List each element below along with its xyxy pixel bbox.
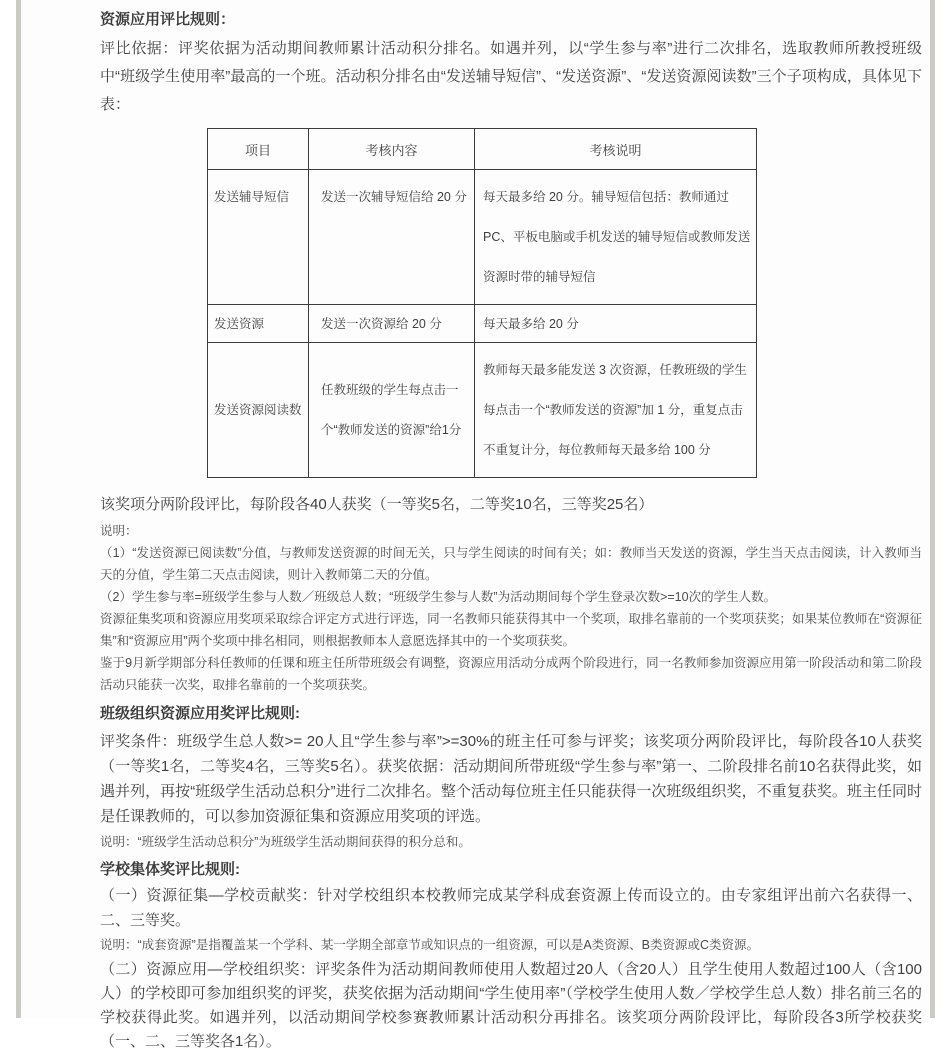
note-complete-resource-set: 说明：“成套资源”是指覆盖某一个学科、某一学期全部章节或知识点的一组资源，可以是A类资源、B类资源或C类资源。 — [100, 938, 760, 952]
paragraph-school-organization-award: （二）资源应用—学校组织奖：评奖条件为活动期间教师使用人数超过20人（含20人）且学生使用人数超过100人（含100人）的学校即可参加组织奖的评奖，获奖依据为活动期间“学生使用率”（学校学生使用人数／学校学生总人数）排名前三名的学校获得此奖。如遇并列，以活动期间学校参赛教师累计活动积分再排名。该奖项分两阶段评比，每阶段各3所学校获奖（一、二、三等奖各1名）。 — [100, 961, 922, 1050]
column-header-assessment-content: 考核内容 — [309, 129, 475, 170]
cell-item: 发送资源 — [208, 305, 309, 343]
document-body — [21, 0, 930, 1054]
note-read-count-rule: （1）“发送资源已阅读数”分值，与教师发送资源的时间无关，只与学生阅读的时间有关；如：教师当天发送的资源，学生当天点击阅读，计入教师当天的分值，学生第二天点击阅读，则计入教师第二天的分值。 — [100, 546, 922, 582]
paragraph-evaluation-basis: 评比依据：评奖依据为活动期间教师累计活动积分排名。如遇并列，以“学生参与率”进行二次排名，选取教师所教授班级中“班级学生使用率”最高的一个班。活动积分排名由“发送辅导短信”、“发送资源”、“发送资源阅读数”三个子项构成，具体见下表： — [100, 40, 922, 113]
cell-item: 发送辅导短信 — [208, 170, 309, 305]
cell-content: 发送一次资源给 20 分 — [309, 305, 475, 343]
note-two-phase-rule: 鉴于9月新学期部分科任教师的任课和班主任所带班级会有调整，资源应用活动分成两个阶段进行，同一名教师参加资源应用第一阶段活动和第二阶段活动只能获一次奖，取排名靠前的一个奖项获奖。 — [100, 656, 922, 692]
cell-description: 每天最多给 20 分 — [475, 305, 757, 343]
table-row — [208, 170, 757, 305]
notes-label: 说明： — [100, 524, 138, 538]
cell-item: 发送资源阅读数 — [208, 343, 309, 478]
column-header-assessment-description: 考核说明 — [475, 129, 757, 170]
scoring-rules-table — [207, 128, 757, 478]
section-heading-class-award: 班级组织资源应用奖评比规则: — [100, 705, 300, 722]
table-row — [208, 305, 757, 343]
section-heading-school-award: 学校集体奖评比规则: — [100, 861, 240, 878]
cell-content: 任教班级的学生每点击一个“教师发送的资源”给1分 — [309, 343, 475, 478]
note-single-award-rule: 资源征集奖项和资源应用奖项采取综合评定方式进行评选，同一名教师只能获得其中一个奖项，取排名靠前的一个奖项获奖；如果某位教师在“资源征集”和“资源应用”两个奖项中排名相同，则根据教师本人意愿选择其中的一个奖项获奖。 — [100, 612, 922, 648]
paragraph-school-contribution-award: （一）资源征集—学校贡献奖：针对学校组织本校教师完成某学科成套资源上传而设立的。由专家组评出前六名获得一、二、三等奖。 — [100, 887, 922, 929]
note-participation-rate-definition: （2）学生参与率=班级学生参与人数／班级总人数；“班级学生参与人数”为活动期间每个学生登录次数>=10次的学生人数。 — [100, 590, 777, 604]
column-header-item: 项目 — [208, 129, 309, 170]
document-content-panel — [16, 0, 935, 1050]
table-row — [208, 343, 757, 478]
table-header-row — [208, 129, 757, 170]
section-heading-resource-application: 资源应用评比规则： — [100, 11, 236, 28]
paragraph-class-award-conditions: 评奖条件：班级学生总人数>= 20人且“学生参与率”>=30%的班主任可参与评奖；该奖项分两阶段评比，每阶段各10人获奖（一等奖1名，二等奖4名，三等奖5名）。获奖依据：活动期间所带班级“学生参与率”第一、二阶段排名前10名获得此奖，如遇并列，再按“班级学生活动总积分”进行二次排名。整个活动每位班主任只能获得一次班级组织奖，不重复获奖。班主任同时是任课教师的，可以参加资源征集和资源应用奖项的评选。 — [100, 733, 922, 825]
notes-block — [100, 520, 922, 696]
paragraph-award-tiers: 该奖项分两阶段评比，每阶段各40人获奖（一等奖5名，二等奖10名，三等奖25名） — [100, 496, 654, 513]
cell-content: 发送一次辅导短信给 20 分 — [309, 170, 475, 305]
note-class-total-points: 说明：“班级学生活动总积分”为班级学生活动期间获得的积分总和。 — [100, 835, 471, 849]
cell-description: 每天最多给 20 分。辅导短信包括：教师通过 PC、平板电脑或手机发送的辅导短信或教师发送资源时带的辅导短信 — [475, 170, 757, 305]
cell-description: 教师每天最多能发送 3 次资源，任教班级的学生每点击一个“教师发送的资源”加 1 分，重复点击不重复计分，每位教师每天最多给 100 分 — [475, 343, 757, 478]
